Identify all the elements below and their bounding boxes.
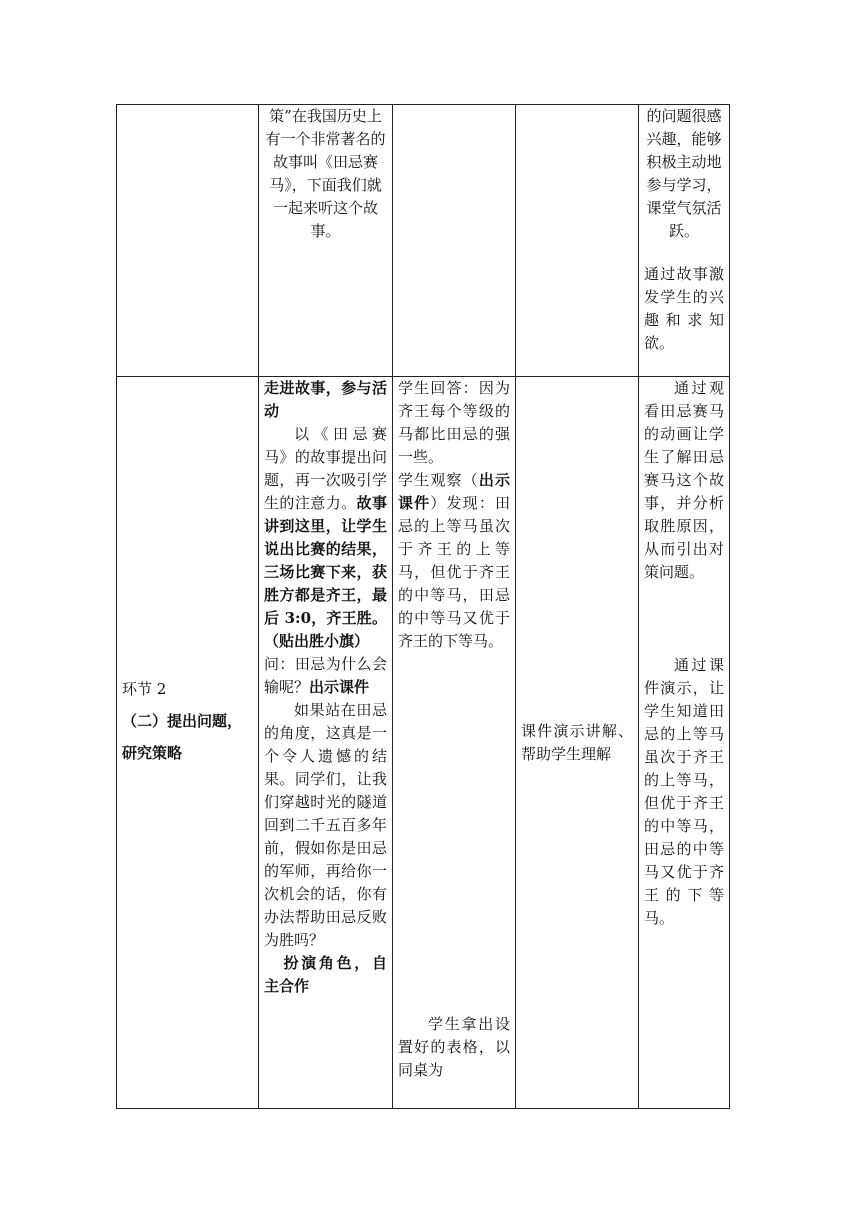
intent-text-a: 的问题很感兴趣，能够积极主动地参与学习，课堂气氛活跃。: [646, 107, 722, 240]
stage-cell: [117, 105, 259, 377]
teacher-activity-cell: [259, 105, 393, 377]
scenario-text: 如果站在田忌的角度，这真是一个令人遗憾的结果。同学们，让我们穿越时光的隧道回到二千五百多年前，假如你是田忌的军师，再给你一次机会的话，你有办法帮助田忌反败为胜吗？: [264, 701, 387, 949]
student-activity-cell: [393, 377, 516, 1109]
stage-label: 环节 2: [122, 680, 167, 698]
student-answer-text: 学生回答：因为齐王每个等级的马都比田忌的强一些。: [398, 379, 510, 466]
intent-text-b: 通过课件演示，让学生知道田忌的上等马虽次于齐王的上等马，但优于齐王的中等马，田忌的中等马又优于齐王的下等马。: [644, 656, 724, 927]
activity-heading: 走进故事，参与活动: [264, 379, 387, 420]
student-observe-text: 学生观察（: [398, 471, 479, 489]
student-activity-cell: [393, 105, 516, 377]
intent-text-b: 通过故事激发学生的兴趣和求知欲。: [644, 265, 724, 352]
media-cell: [516, 377, 639, 1109]
show-courseware-text: 出示课件: [309, 678, 370, 696]
student-observe-text-rest: ）发现：田忌的上等马虽次于齐王的上等马，但优于齐王的中等马，田忌的中等马又优于齐王的下等马。: [398, 494, 510, 650]
intent-text-a: 通过观看田忌赛马的动画让学生了解田忌赛马这个故事，并分析取胜原因，从而引出对策问题。: [644, 379, 724, 581]
question-text: 问：田忌为什么会输呢？: [264, 655, 387, 696]
role-play-heading: 扮演角色，自主合作: [264, 954, 387, 995]
media-text: 课件演示讲解、帮助学生理解: [521, 721, 633, 763]
story-intro-text: 策”在我国历史上有一个非常著名的故事叫《田忌赛马》，下面我们就一起来听这个故事。: [265, 107, 386, 240]
media-cell: [516, 105, 639, 377]
table-row: [117, 377, 730, 1109]
student-table-text: 学生拿出设置好的表格，以同桌为: [398, 1015, 510, 1079]
show-courseware-text: 出示课件: [398, 471, 510, 512]
stage-cell: [117, 377, 259, 1109]
design-intent-cell: [639, 377, 730, 1109]
activity-text: 以《田忌赛马》的故事提出问题，再一次吸引学生的注意力。: [264, 425, 387, 512]
stage-title: （二）提出问题，研究策略: [122, 712, 243, 762]
activity-bold-text: 故事讲到这里，让学生说出比赛的结果，三场比赛下来，获胜方都是齐王，最后 3:0，齐王胜。（贴出胜小旗）: [264, 494, 387, 650]
design-intent-cell: [639, 105, 730, 377]
table-row: [117, 105, 730, 377]
teacher-activity-cell: [259, 377, 393, 1109]
lesson-plan-table: [116, 104, 730, 1109]
